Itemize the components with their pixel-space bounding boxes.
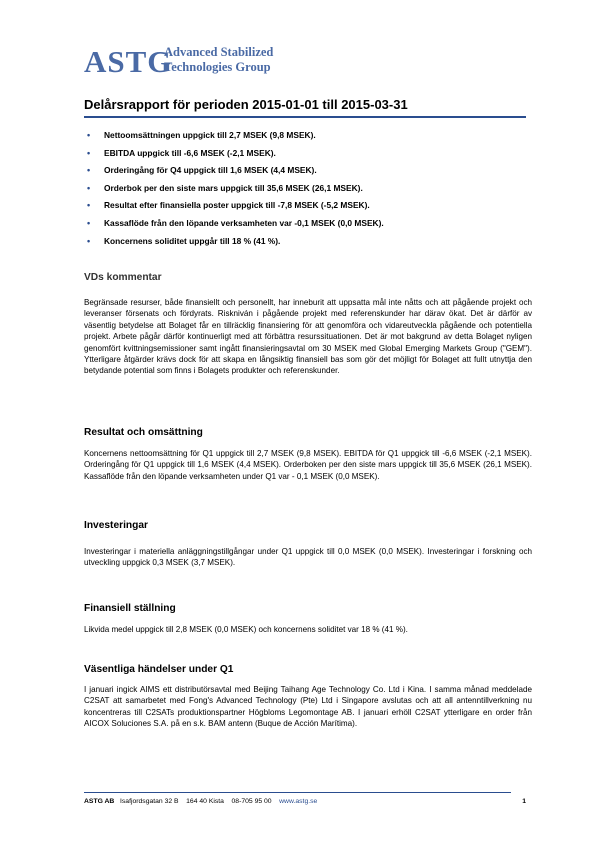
highlight-item <box>84 198 524 216</box>
section-vds-kommentar <box>84 271 532 377</box>
section-resultat <box>84 426 532 482</box>
bullet-icon: • <box>87 200 91 211</box>
footer-divider <box>84 792 511 793</box>
logo-name-line2: Technologies Group <box>164 60 271 74</box>
section-heading: Finansiell ställning <box>84 603 176 614</box>
footer-company: ASTG AB <box>84 798 115 805</box>
section-heading: VDs kommentar <box>84 272 162 283</box>
highlight-text: EBITDA uppgick till -6,6 MSEK (-2,1 MSEK). <box>104 147 276 158</box>
highlight-text: Koncernens soliditet uppgår till 18 % (41 %). <box>104 235 281 246</box>
bullet-icon: • <box>87 165 91 176</box>
logo-name-line1: Advanced Stabilized <box>164 45 274 59</box>
section-body: Koncernens nettoomsättning för Q1 uppgick till 2,7 MSEK (9,8 MSEK). EBITDA för Q1 uppgick till -6,6 MSEK (-2,1 MSEK). Orderingång för Q1 uppgick till 1,6 MSEK (4,4 MSEK). Orderboken per den siste mars uppgick till 35,6 MSEK (26,1 MSEK). Kassaflöde från den löpande verksamheten under Q1 var - 0,1 MSEK (0,0 MSEK). <box>84 449 532 481</box>
highlight-item <box>84 234 524 252</box>
footer-postal: 164 40 Kista <box>186 798 224 805</box>
footer-phone: 08-705 95 00 <box>231 798 272 805</box>
bullet-icon: • <box>87 130 91 140</box>
footer-address: Isafjordsgatan 32 B <box>120 798 179 805</box>
highlight-text: Orderbok per den siste mars uppgick till 35,6 MSEK (26,1 MSEK). <box>104 182 363 193</box>
section-heading: Resultat och omsättning <box>84 427 203 438</box>
bullet-icon: • <box>87 235 91 246</box>
page-footer <box>84 798 526 805</box>
logo-acronym: ASTG <box>84 44 173 79</box>
highlight-text: Kassaflöde från den löpande verksamheten var -0,1 MSEK (0,0 MSEK). <box>104 217 384 228</box>
highlights-list <box>84 128 524 251</box>
logo-name <box>164 45 273 75</box>
section-investeringar <box>84 519 532 569</box>
highlight-text: Orderingång för Q4 uppgick till 1,6 MSEK (4,4 MSEK). <box>104 165 317 176</box>
section-finansiell-stallning <box>84 602 532 635</box>
footer-website-link[interactable]: www.astg.se <box>279 798 318 805</box>
section-body: Begränsade resurser, både finansiellt och personellt, har inneburit att uppsatta mål inte nåtts och att pågående projekt och leveranser försenats och fördyrats. Riskniván i pågående projekt med referenskunder har därav ökat. Det är därför av väsentlig betydelse att Bolaget får en tillräcklig finansiering för att genomföra och vidareutveckla pågående och potentiella projekt. Arbete pågår därför kontinuerligt med att förbättra resurssituationen. Det är mot bakgrund av detta Bolaget nyligen genomfört kvittningsemissioner samt ingått finansieringsavtal om 30 MSEK med Global Emerging Markets Group ("GEM"). Ytterligare åtgärder krävs dock för att skapa en långsiktig finansiell bas som gör det möjligt för Bolaget att fullt utnyttja den betydande potential som finns i Bolagets produkter och referenskunder. <box>84 298 532 376</box>
highlight-text: Nettoomsättningen uppgick till 2,7 MSEK (9,8 MSEK). <box>104 130 316 140</box>
section-body: Likvida medel uppgick till 2,8 MSEK (0,0 MSEK) och koncernens soliditet var 18 % (41 %). <box>84 625 408 634</box>
title-divider <box>84 116 526 118</box>
highlight-item <box>84 216 524 234</box>
bullet-icon: • <box>87 217 91 228</box>
section-body: Investeringar i materiella anläggningstillgångar under Q1 uppgick till 0,0 MSEK (0,0 MSEK). Investeringar i forskning och utveckling uppgick 0,3 MSEK (3,7 MSEK). <box>84 547 532 568</box>
highlight-text: Resultat efter finansiella poster uppgick till -7,8 MSEK (-5,2 MSEK). <box>104 200 370 211</box>
section-heading: Investeringar <box>84 520 148 531</box>
bullet-icon: • <box>87 147 91 158</box>
highlight-item <box>84 163 524 181</box>
highlight-item <box>84 146 524 164</box>
report-title: Delårsrapport för perioden 2015-01-01 till 2015-03-31 <box>84 97 408 112</box>
highlight-item <box>84 181 524 199</box>
section-vasentliga-handelser <box>84 663 532 730</box>
highlight-item <box>84 128 524 146</box>
bullet-icon: • <box>87 182 91 193</box>
section-heading: Väsentliga händelser under Q1 <box>84 664 234 675</box>
page-number: 1 <box>522 798 526 805</box>
section-body: I januari ingick AIMS ett distributörsavtal med Beijing Taihang Age Technology Co. Ltd i Kina. I samma månad meddelade C2SAT att samarbetet med Fong's Advanced Technology (Pte) Ltd i Singapore avslutas och att all antenntillverkning nu koncentreras till C2SATs produktionspartner Högbloms Legomontage AB. I januari erhöll C2SAT ytterligare en order från AICOX Soluciones S.A. på en s.k. BAM antenn (Buque de Acción Marítima). <box>84 685 532 729</box>
